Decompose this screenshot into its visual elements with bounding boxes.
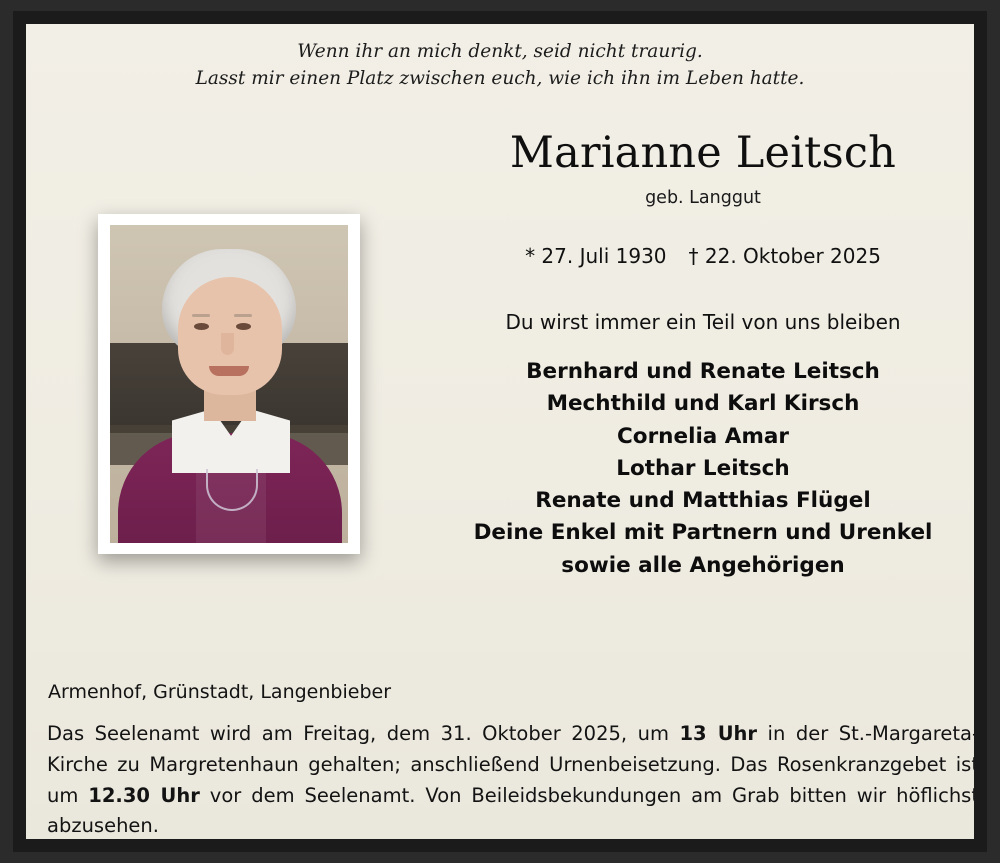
service-text-part-1: Das Seelenamt wird am Freitag, dem 31. Oktober 2025, um (47, 722, 680, 745)
list-item: Deine Enkel mit Partnern und Urenkel (473, 520, 933, 546)
life-dates (443, 244, 963, 268)
motto-text (13, 39, 987, 93)
photo-mouth (209, 366, 249, 376)
death-date: † 22. Oktober 2025 (688, 244, 881, 269)
deceased-name: Marianne Leitsch (509, 128, 897, 178)
photo-eyebrow-right (234, 314, 252, 317)
photo-eye-left (194, 323, 209, 330)
places-line: Armenhof, Grünstadt, Langenbieber (48, 681, 392, 703)
list-item: sowie alle Angehörigen (561, 552, 845, 578)
motto-line-2: Lasst mir einen Platz zwischen euch, wie ich ihn im Leben hatte. (195, 67, 805, 89)
portrait-photo (110, 225, 348, 543)
service-time-rosary: 12.30 Uhr (88, 783, 200, 807)
tribute-line: Du wirst immer ein Teil von uns bleiben (505, 310, 901, 335)
list-item: Mechthild und Karl Kirsch (546, 391, 860, 417)
memorial-text-column (443, 128, 963, 582)
service-details (47, 719, 979, 842)
photo-nose (221, 333, 234, 355)
service-text-part-3: vor dem Seelenamt. Von Beileidsbekundungen am Grab bitten wir höflichst abzusehen. (47, 783, 979, 838)
service-text-part-2: in der St.-Margareta-Kirche zu Margretenhaun gehalten; anschließend Urnenbeisetzung. Das Rosenkranzgebet ist um (47, 722, 979, 807)
service-time-primary: 13 Uhr (679, 722, 758, 745)
motto-line-1: Wenn ihr an mich denkt, seid nicht traurig. (297, 41, 703, 62)
list-item: Cornelia Amar (617, 423, 789, 449)
list-item: Bernhard und Renate Leitsch (526, 359, 880, 385)
birth-date: * 27. Juli 1930 (525, 244, 667, 269)
photo-eyebrow-left (192, 314, 210, 317)
survivors-list (443, 356, 963, 582)
list-item: Renate und Matthias Flügel (535, 488, 871, 514)
maiden-name: geb. Langgut (645, 188, 761, 209)
photo-eye-right (236, 323, 251, 330)
memorial-card (13, 11, 987, 852)
portrait-photo-frame (98, 214, 360, 554)
list-item: Lothar Leitsch (616, 455, 790, 481)
